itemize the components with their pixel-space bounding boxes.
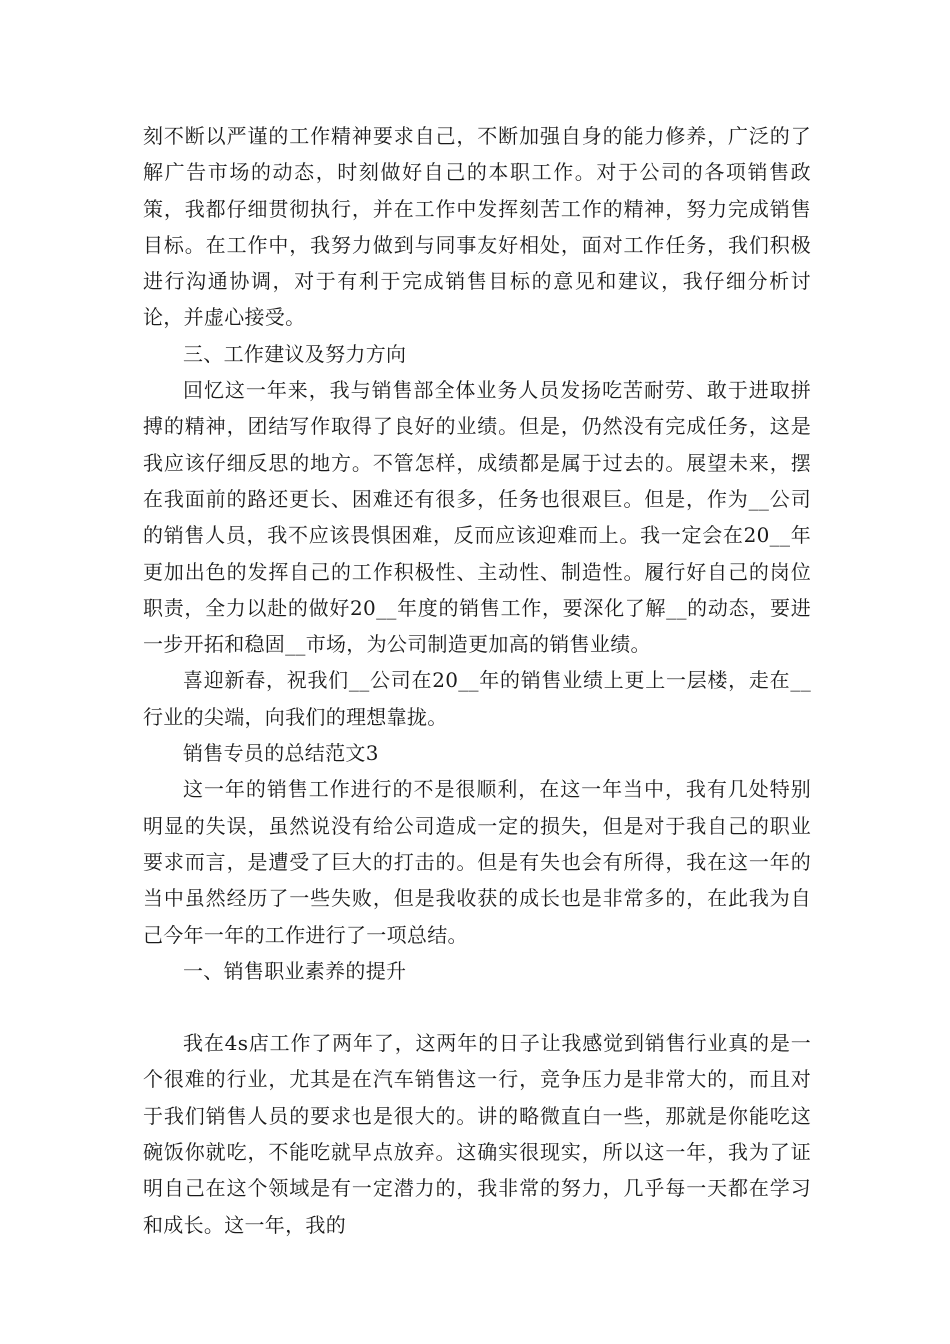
paragraph-sales-summary-intro: 这一年的销售工作进行的不是很顺利，在这一年当中，我有几处特别明显的失误，虽然说没有给公司造成一定的损失，但是对于我自己的职业要求而言，是遭受了巨大的打击的。但是有失也会有所得，我在这一年的当中虽然经历了一些失败，但是我收获的成长也是非常多的，在此我为自己今年一年的工作进行了一项总结。: [143, 777, 811, 947]
paragraph-work-attitude: 刻不断以严谨的工作精神要求自己，不断加强自身的能力修养，广泛的了解广告市场的动态，时刻做好自己的本职工作。对于公司的各项销售政策，我都仔细贯彻执行，并在工作中发挥刻苦工作的精神，努力完成销售目标。在工作中，我努力做到与同事友好相处，面对工作任务，我们积极进行沟通协调，对于有利于完成销售目标的意见和建议，我仔细分析讨论，并虚心接受。: [143, 124, 811, 330]
paragraph-4s-store-experience: 我在4s店工作了两年了，这两年的日子让我感觉到销售行业真的是一个很难的行业，尤其是在汽车销售这一行，竞争压力是非常大的，而且对于我们销售人员的要求也是很大的。讲的略微直白一些，那就是你能吃这碗饭你就吃，不能吃就早点放弃。这确实很现实，所以这一年，我为了证明自己在这个领域是有一定潜力的，我非常的努力，几乎每一天都在学习和成长。这一年，我的: [143, 1031, 811, 1237]
section-heading-suggestions: 三、工作建议及努力方向: [183, 341, 407, 366]
paragraph-year-review: 回忆这一年来，我与销售部全体业务人员发扬吃苦耐劳、敢于进取拼搏的精神，团结写作取得了良好的业绩。但是，仍然没有完成任务，这是我应该仔细反思的地方。不管怎样，成绩都是属于过去的。展望未来，摆在我面前的路还更长、困难还有很多，任务也很艰巨。但是，作为__公司的销售人员，我不应该畏惧困难，反而应该迎难而上。我一定会在20__年更加出色的发挥自己的工作积极性、主动性、制造性。履行好自己的岗位职责，全力以赴的做好20__年度的销售工作，要深化了解__的动态，要进一步开拓和稳固__市场，为公司制造更加高的销售业绩。: [143, 378, 811, 657]
paragraph-new-year-wish: 喜迎新春，祝我们__公司在20__年的销售业绩上更上一层楼，走在__行业的尖端，向我们的理想靠拢。: [143, 668, 811, 729]
article-title-sample-3: 销售专员的总结范文3: [183, 741, 379, 766]
blank-line: [143, 989, 811, 1025]
document-body: [143, 118, 811, 1243]
section-heading-professional-quality: 一、销售职业素养的提升: [183, 958, 407, 983]
